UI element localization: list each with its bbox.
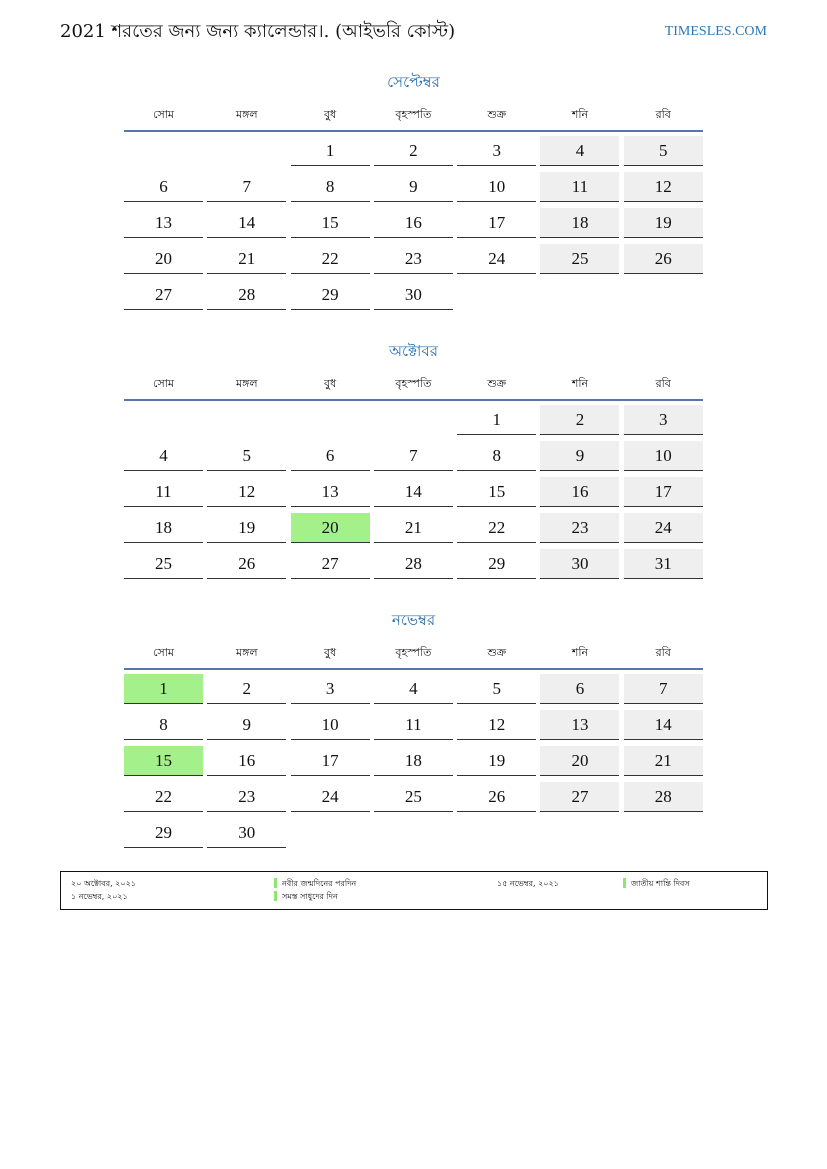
day-cell: 18 xyxy=(540,208,619,238)
day-cell: 11 xyxy=(374,710,453,740)
day-cell: 15 xyxy=(457,477,536,507)
weekday-label: বুধ xyxy=(323,646,337,659)
weekday-label: শুক্র xyxy=(487,377,507,390)
day-cell: 25 xyxy=(124,549,203,579)
legend-holiday-name: নবীর জন্মদিনের পরদিন xyxy=(282,879,357,888)
day-cell: 18 xyxy=(124,513,203,543)
month-november xyxy=(124,608,703,854)
day-cell: 13 xyxy=(291,477,370,507)
weekday-header xyxy=(124,642,703,670)
day-cell: 18 xyxy=(374,746,453,776)
day-cell: 6 xyxy=(540,674,619,704)
weekday-label: বৃহস্পতি xyxy=(395,108,432,121)
month-october xyxy=(124,339,703,585)
day-cell: 23 xyxy=(374,244,453,274)
day-cell: 26 xyxy=(624,244,703,274)
day-cell: 19 xyxy=(624,208,703,238)
day-cell: 9 xyxy=(374,172,453,202)
empty-day-cell xyxy=(124,136,203,166)
day-cell: 4 xyxy=(540,136,619,166)
day-cell: 22 xyxy=(124,782,203,812)
day-cell: 14 xyxy=(624,710,703,740)
page-title: 2021 শরতের জন্য জন্য ক্যালেন্ডার।. (আইভরি কোস্ট) xyxy=(60,20,456,42)
day-cell: 15 xyxy=(124,746,203,776)
legend-holiday-name: সমস্ত সাধুদের দিন xyxy=(282,892,338,901)
weekday-header xyxy=(124,373,703,401)
day-grid xyxy=(124,674,703,854)
day-cell: 2 xyxy=(374,136,453,166)
weekday-label: বুধ xyxy=(323,377,337,390)
weekday-label: বৃহস্পতি xyxy=(395,646,432,659)
month-title: অক্টোবর xyxy=(388,342,439,360)
holiday-legend xyxy=(60,871,768,910)
day-cell: 17 xyxy=(457,208,536,238)
month-title: নভেম্বর xyxy=(391,611,436,629)
day-cell: 7 xyxy=(374,441,453,471)
day-cell: 1 xyxy=(457,405,536,435)
day-cell: 26 xyxy=(457,782,536,812)
weekday-label: মঙ্গল xyxy=(235,377,258,390)
day-cell: 8 xyxy=(291,172,370,202)
weekday-label: বৃহস্পতি xyxy=(395,377,432,390)
day-cell: 24 xyxy=(291,782,370,812)
day-cell: 12 xyxy=(457,710,536,740)
empty-day-cell xyxy=(207,405,286,435)
day-cell: 11 xyxy=(540,172,619,202)
day-cell: 19 xyxy=(207,513,286,543)
day-cell: 13 xyxy=(540,710,619,740)
day-cell: 4 xyxy=(124,441,203,471)
weekday-header xyxy=(124,104,703,132)
day-grid xyxy=(124,405,703,585)
day-cell: 8 xyxy=(124,710,203,740)
day-cell: 2 xyxy=(207,674,286,704)
day-cell: 27 xyxy=(124,280,203,310)
day-cell: 1 xyxy=(291,136,370,166)
day-cell: 3 xyxy=(624,405,703,435)
day-cell: 4 xyxy=(374,674,453,704)
weekday-label: মঙ্গল xyxy=(235,646,258,659)
weekday-label: শনি xyxy=(571,646,589,659)
day-cell: 8 xyxy=(457,441,536,471)
empty-day-cell xyxy=(124,405,203,435)
legend-color-marker xyxy=(274,878,277,888)
weekday-label: শনি xyxy=(571,377,589,390)
day-cell: 17 xyxy=(291,746,370,776)
day-cell: 24 xyxy=(624,513,703,543)
day-cell: 9 xyxy=(207,710,286,740)
day-grid xyxy=(124,136,703,316)
weekday-label: সোম xyxy=(152,377,175,390)
legend-color-marker xyxy=(623,878,626,888)
day-cell: 10 xyxy=(291,710,370,740)
weekday-label: শুক্র xyxy=(487,108,507,121)
day-cell: 13 xyxy=(124,208,203,238)
page-header xyxy=(60,18,767,46)
day-cell: 11 xyxy=(124,477,203,507)
day-cell: 10 xyxy=(624,441,703,471)
day-cell: 3 xyxy=(291,674,370,704)
day-cell: 29 xyxy=(124,818,203,848)
weekday-label: সোম xyxy=(152,646,175,659)
day-cell: 14 xyxy=(374,477,453,507)
legend-date: ১ নভেম্বর, ২০২১ xyxy=(71,892,128,901)
day-cell: 2 xyxy=(540,405,619,435)
day-cell: 9 xyxy=(540,441,619,471)
weekday-label: শুক্র xyxy=(487,646,507,659)
day-cell: 6 xyxy=(291,441,370,471)
day-cell: 30 xyxy=(540,549,619,579)
day-cell: 3 xyxy=(457,136,536,166)
weekday-label: শনি xyxy=(571,108,589,121)
day-cell: 28 xyxy=(624,782,703,812)
day-cell: 16 xyxy=(207,746,286,776)
day-cell: 20 xyxy=(124,244,203,274)
legend-holiday-name: জাতীয় শান্তি দিবস xyxy=(631,879,690,888)
day-cell: 30 xyxy=(374,280,453,310)
empty-day-cell xyxy=(291,405,370,435)
day-cell: 26 xyxy=(207,549,286,579)
day-cell: 28 xyxy=(374,549,453,579)
day-cell: 10 xyxy=(457,172,536,202)
legend-date: ২০ অক্টোবর, ২০২১ xyxy=(71,879,136,888)
weekday-label: রবি xyxy=(655,377,671,390)
legend-color-marker xyxy=(274,891,277,901)
day-cell: 14 xyxy=(207,208,286,238)
site-link[interactable]: TIMESLES.COM xyxy=(664,24,767,39)
day-cell: 6 xyxy=(124,172,203,202)
day-cell: 31 xyxy=(624,549,703,579)
day-cell: 28 xyxy=(207,280,286,310)
day-cell: 12 xyxy=(207,477,286,507)
day-cell: 7 xyxy=(207,172,286,202)
day-cell: 22 xyxy=(457,513,536,543)
empty-day-cell xyxy=(374,405,453,435)
day-cell: 22 xyxy=(291,244,370,274)
day-cell: 24 xyxy=(457,244,536,274)
day-cell: 27 xyxy=(291,549,370,579)
day-cell: 30 xyxy=(207,818,286,848)
day-cell: 7 xyxy=(624,674,703,704)
day-cell: 15 xyxy=(291,208,370,238)
day-cell: 23 xyxy=(540,513,619,543)
day-cell: 16 xyxy=(374,208,453,238)
day-cell: 20 xyxy=(291,513,370,543)
day-cell: 20 xyxy=(540,746,619,776)
day-cell: 21 xyxy=(624,746,703,776)
day-cell: 5 xyxy=(207,441,286,471)
day-cell: 29 xyxy=(291,280,370,310)
day-cell: 17 xyxy=(624,477,703,507)
day-cell: 5 xyxy=(457,674,536,704)
weekday-label: রবি xyxy=(655,646,671,659)
legend-date: ১৫ নভেম্বর, ২০২১ xyxy=(497,879,559,888)
day-cell: 1 xyxy=(124,674,203,704)
month-september xyxy=(124,70,703,316)
day-cell: 21 xyxy=(207,244,286,274)
day-cell: 23 xyxy=(207,782,286,812)
day-cell: 27 xyxy=(540,782,619,812)
day-cell: 5 xyxy=(624,136,703,166)
day-cell: 25 xyxy=(374,782,453,812)
day-cell: 16 xyxy=(540,477,619,507)
day-cell: 29 xyxy=(457,549,536,579)
weekday-label: রবি xyxy=(655,108,671,121)
day-cell: 12 xyxy=(624,172,703,202)
empty-day-cell xyxy=(207,136,286,166)
day-cell: 19 xyxy=(457,746,536,776)
month-title: সেপ্টেম্বর xyxy=(387,73,440,91)
weekday-label: সোম xyxy=(152,108,175,121)
day-cell: 21 xyxy=(374,513,453,543)
day-cell: 25 xyxy=(540,244,619,274)
weekday-label: মঙ্গল xyxy=(235,108,258,121)
weekday-label: বুধ xyxy=(323,108,337,121)
